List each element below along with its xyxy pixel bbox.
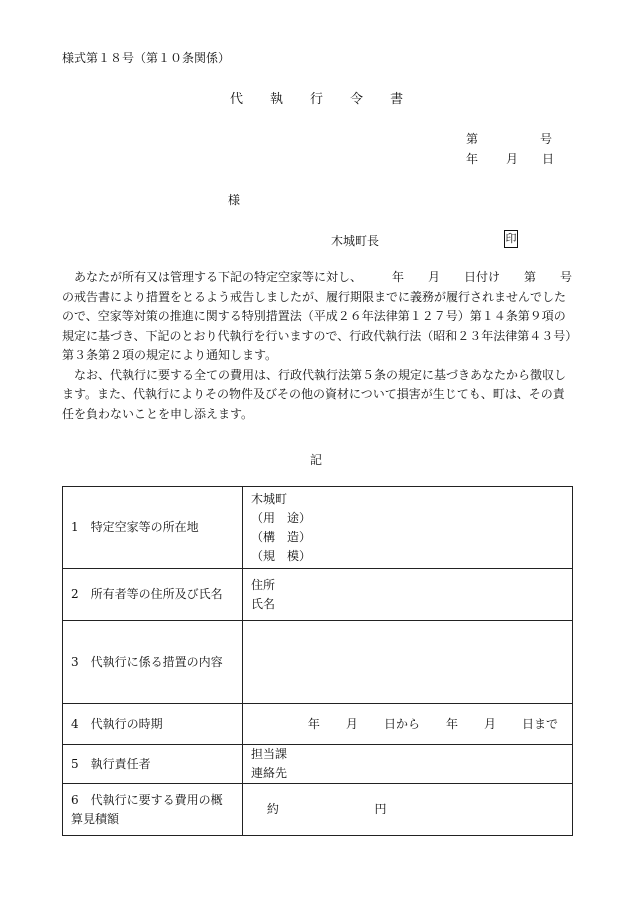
row-label: 6 代執行に要する費用の概算見積額 — [63, 784, 243, 836]
table-row — [63, 784, 573, 836]
row-value — [243, 704, 573, 745]
issuer-name: 木城町長 — [331, 234, 380, 248]
value-line: 住所 — [251, 577, 276, 592]
body-paragraph: あなたが所有又は管理する下記の特定空家等に対し、 年 月 日付け 第 号の戒告書により措置をとるよう戒告しましたが、履行期限までに義務が履行されませんでしたので、空家等対策の推進に関する特別措置法（平成２６年法律第１２７号）第１４条第９項の規定に基づき、下記のとおり代執行を行いますので、行政代執行法（昭和２３年法律第４３号）第３条第２項の規定により通知します。 — [62, 270, 573, 362]
value-line: （用 途） — [251, 510, 312, 525]
number-suffix: 号 — [540, 132, 553, 146]
value-line: 氏名 — [251, 596, 276, 611]
date-day: 日 — [542, 152, 555, 166]
period-year: 年 — [307, 716, 320, 731]
cost-unit: 円 — [374, 802, 387, 816]
value-line: （規 模） — [251, 548, 312, 563]
value-line: 連絡先 — [251, 766, 288, 780]
period-day-until: 日まで — [521, 716, 558, 731]
row-label: 5 執行責任者 — [63, 745, 243, 784]
title-char: 行 — [310, 92, 324, 107]
addressee-honorific: 様 — [228, 193, 241, 207]
row-label: 1 特定空家等の所在地 — [63, 487, 243, 569]
period-day-from: 日から — [383, 716, 420, 731]
cost-approx: 約 — [266, 802, 279, 816]
document-title — [230, 92, 430, 108]
row-label: 2 所有者等の住所及び氏名 — [63, 569, 243, 621]
title-char: 代 — [230, 92, 244, 107]
value-line: 担当課 — [251, 747, 288, 761]
seal-stamp: 印 — [504, 230, 518, 248]
document-number — [466, 131, 552, 147]
period-month: 月 — [345, 716, 358, 731]
title-char: 書 — [390, 92, 404, 107]
row-label: 3 代執行に係る措置の内容 — [63, 621, 243, 704]
table-row — [63, 487, 573, 569]
row-value — [243, 487, 573, 569]
notice-body — [62, 268, 572, 424]
row-value — [243, 569, 573, 621]
table-row — [63, 569, 573, 621]
value-line: （構 造） — [251, 529, 312, 544]
title-char: 執 — [270, 92, 284, 107]
row-value — [243, 621, 573, 704]
table-row — [63, 621, 573, 704]
value-line: 木城町 — [251, 491, 288, 506]
ki-heading: 記 — [310, 453, 323, 467]
title-char: 令 — [350, 92, 364, 107]
table-row — [63, 745, 573, 784]
table-row — [63, 704, 573, 745]
issue-date — [466, 151, 554, 167]
date-year: 年 — [466, 152, 479, 166]
notice-table — [62, 486, 573, 836]
number-prefix: 第 — [466, 132, 479, 146]
row-value — [243, 745, 573, 784]
period-year: 年 — [445, 716, 458, 731]
cost-estimate — [251, 800, 564, 819]
execution-period — [251, 715, 564, 734]
period-month: 月 — [483, 716, 496, 731]
date-month: 月 — [506, 152, 519, 166]
row-value — [243, 784, 573, 836]
body-paragraph: なお、代執行に要する全ての費用は、行政代執行法第５条の規定に基づきあなたから徴収します。また、代執行によりその物件及びその他の資材について損害が生じても、町は、その責任を負わないことを申し添えます。 — [62, 367, 567, 421]
form-number: 様式第１８号（第１０条関係） — [62, 51, 231, 65]
row-label: 4 代執行の時期 — [63, 704, 243, 745]
